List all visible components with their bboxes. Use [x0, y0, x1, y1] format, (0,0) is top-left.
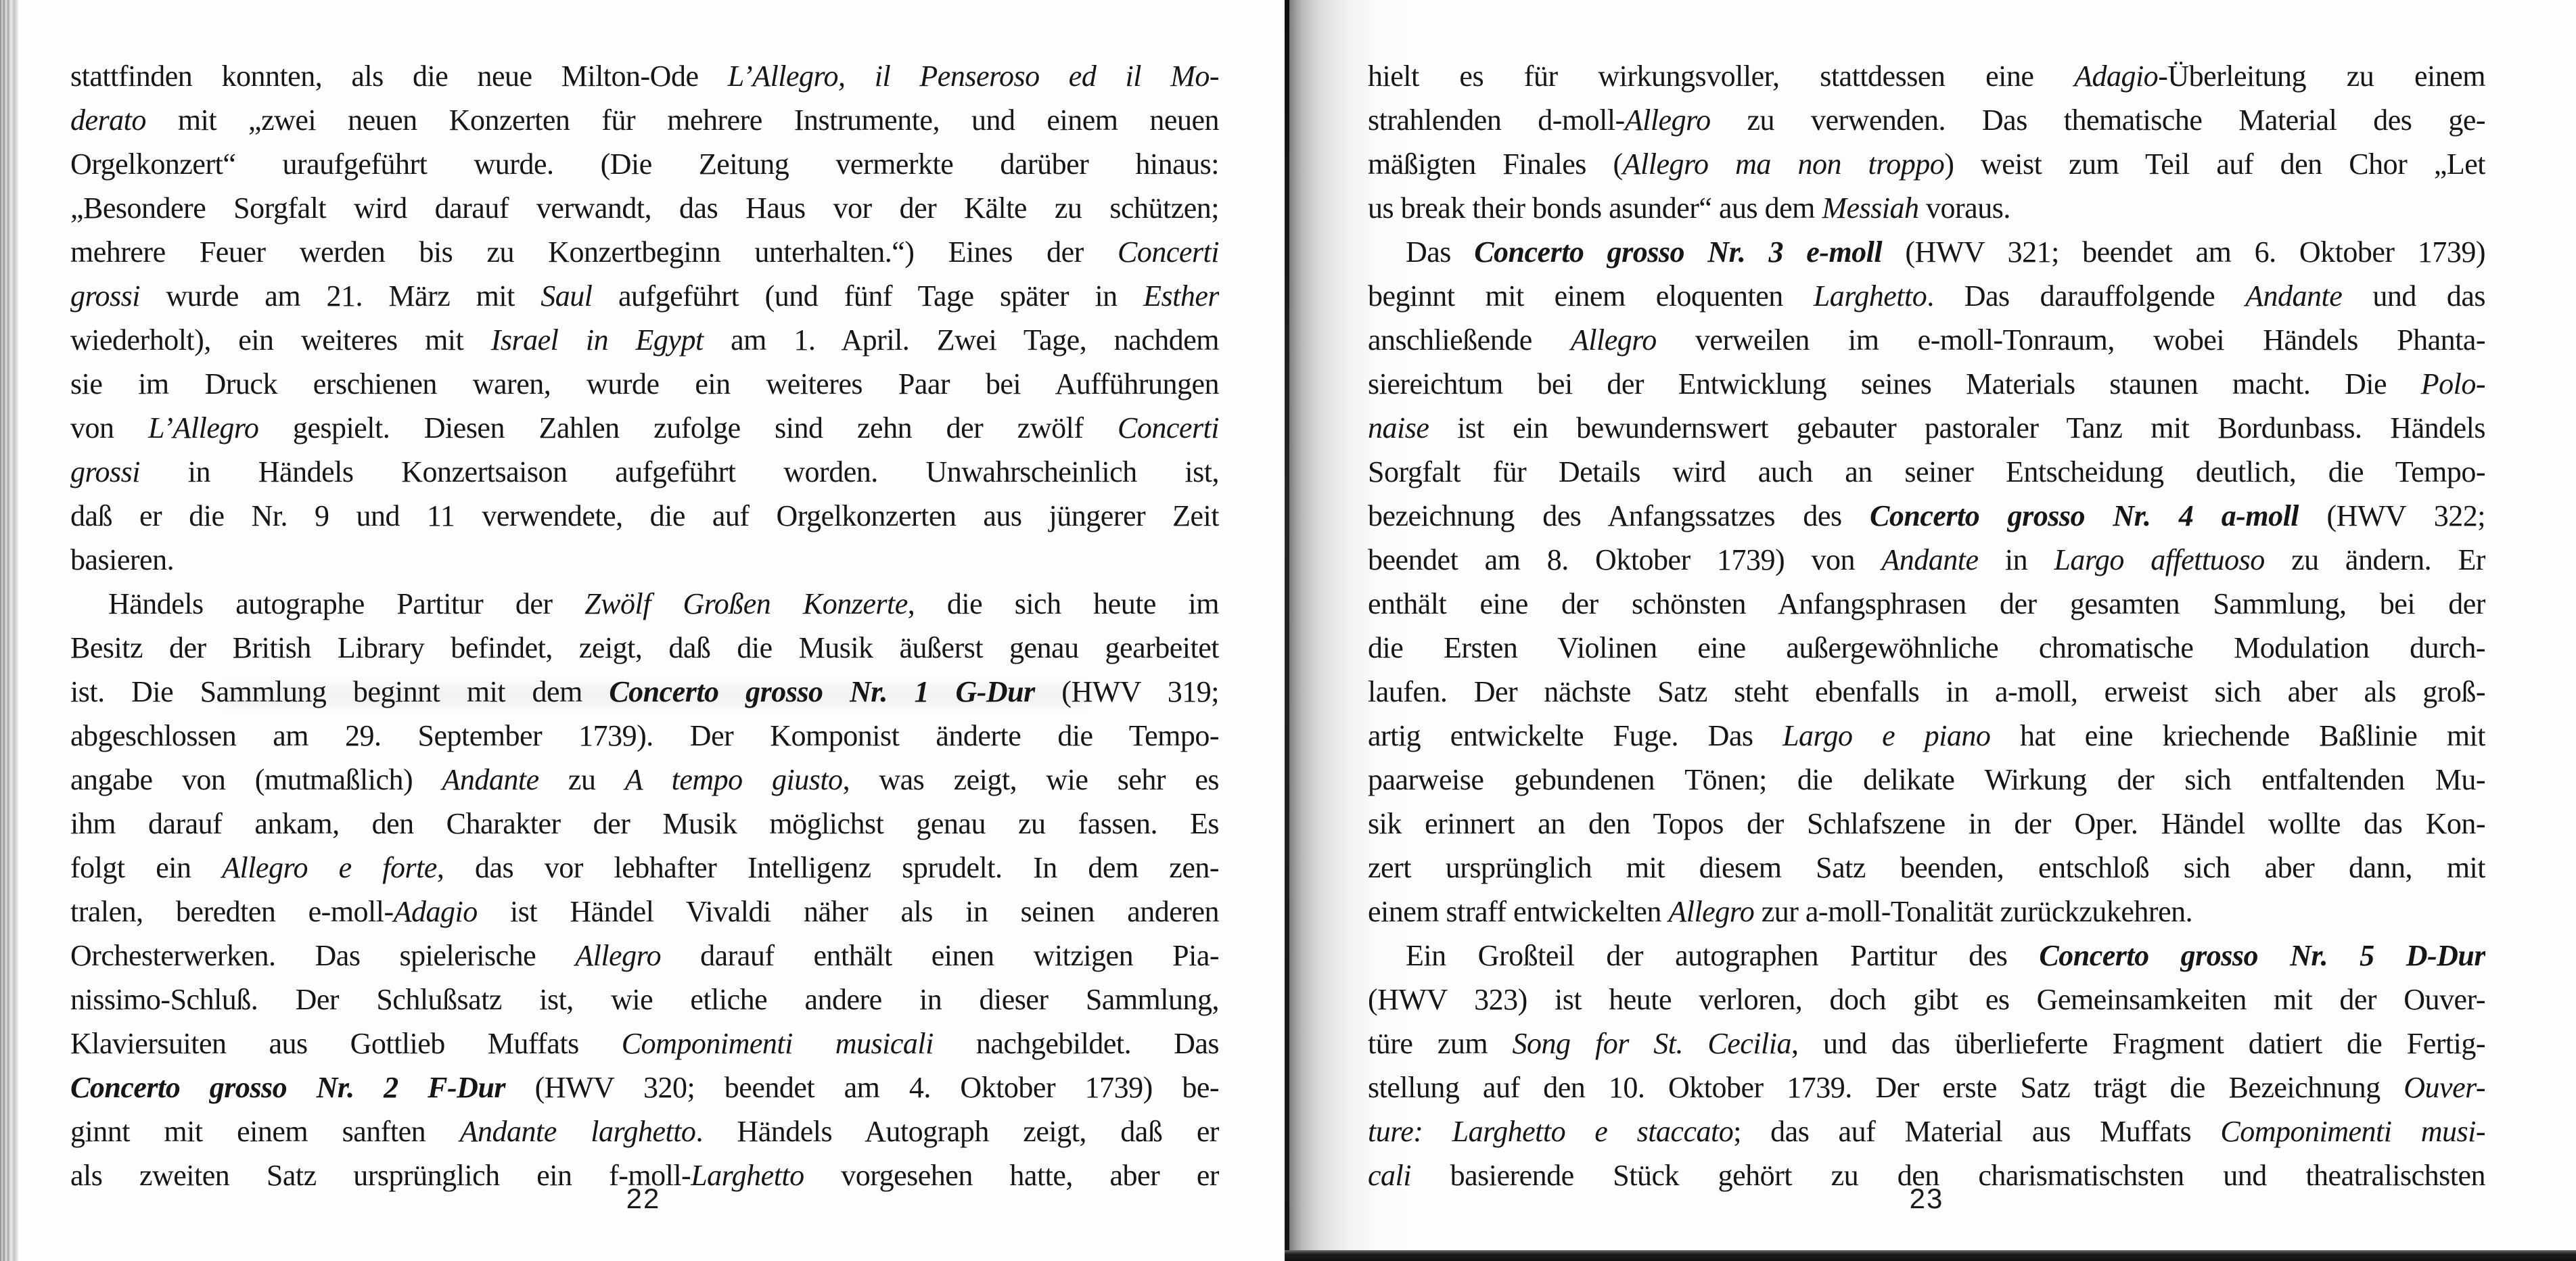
body-text: Besitz der British Library befindet, zeigt, daß die Musik äußerst genau gearbeitet [70, 631, 1219, 664]
body-text: abgeschlossen am 29. September 1739). Der Komponist änderte die Tempo- [70, 719, 1219, 752]
body-text: -Überleitung zu einem [2158, 60, 2485, 93]
body-text: mit „zwei neuen Konzerten für mehrere Instrumente, und einem neuen [145, 104, 1219, 137]
text-line [1368, 714, 2485, 758]
body-text: beendet am 8. Oktober 1739) von [1368, 543, 1882, 576]
body-text: nachgebildet. Das [933, 1027, 1219, 1060]
text-line [70, 494, 1219, 538]
music-term-italic: Ouver- [2404, 1071, 2485, 1104]
music-term-italic: Andante [2245, 279, 2343, 313]
body-text: wurde am 21. März mit [139, 279, 541, 313]
music-term-italic: derato [70, 104, 146, 137]
body-text: angabe von (mutmaßlich) [70, 763, 442, 796]
text-line [70, 978, 1219, 1022]
text-line [70, 274, 1219, 318]
body-text: ist Händel Vivaldi näher als in seinen anderen [477, 895, 1219, 928]
body-text: „Besondere Sorgfalt wird darauf verwandt, das Haus vor der Kälte zu schützen; [70, 191, 1219, 225]
body-text: aufgeführt (und fünf Tage später in [592, 279, 1144, 313]
text-line [70, 670, 1219, 714]
text-line [1368, 318, 2485, 362]
text-line [1368, 978, 2485, 1022]
music-term-italic: Allegro e forte [222, 851, 437, 884]
body-text: verweilen im e-moll-Tonraum, wobei Händels Phanta- [1656, 323, 2485, 357]
left-page-text [70, 54, 1219, 1197]
music-term-italic: Concerti [1118, 411, 1219, 444]
music-term-italic: ture: Larghetto e staccato [1368, 1115, 1734, 1148]
body-text: (HWV 321; beendet am 6. Oktober 1739) [1882, 235, 2485, 269]
text-line [70, 98, 1219, 142]
body-text: paarweise gebundenen Tönen; die delikate Wirkung der sich entfaltenden Mu- [1368, 763, 2485, 796]
body-text: mäßigten Finales ( [1368, 147, 1623, 181]
music-term-italic: Larghetto [691, 1159, 804, 1192]
text-line [1368, 846, 2485, 890]
text-line [70, 230, 1219, 274]
music-term-italic: Componimenti musicali [621, 1027, 934, 1060]
music-term-italic: Andante larghetto [459, 1115, 696, 1148]
text-line [70, 450, 1219, 494]
text-line [1368, 494, 2485, 538]
body-text: stellung auf den 10. Oktober 1739. Der erste Satz trägt die Bezeichnung [1368, 1071, 2404, 1104]
text-line [70, 186, 1219, 230]
music-term-italic: Messiah [1822, 191, 1919, 225]
body-text: , das vor lebhafter Intelligenz sprudelt. In dem zen- [436, 851, 1219, 884]
body-text: ) weist zum Teil auf den Chor „Let [1944, 147, 2485, 181]
music-term-italic: Largo affettuoso [2054, 543, 2265, 576]
gutter-fold-line [1285, 0, 1289, 1261]
body-text: , was zeigt, wie sehr es [842, 763, 1219, 796]
music-term-italic: L’Allegro [148, 411, 259, 444]
right-page-number: 23 [1909, 1183, 1944, 1214]
work-title-bold-italic: Concerto grosso Nr. 4 a-moll [1870, 499, 2299, 532]
text-line [70, 934, 1219, 978]
body-text: ist. Die Sammlung beginnt mit dem [70, 675, 610, 708]
text-line [70, 142, 1219, 186]
body-text: (HWV 322; [2299, 499, 2485, 532]
left-page-number: 22 [626, 1183, 661, 1214]
music-term-italic: Allegro [1570, 323, 1657, 357]
text-line [70, 1022, 1219, 1065]
body-text: voraus. [1918, 191, 2010, 225]
body-text: und das [2342, 279, 2485, 313]
text-line [1368, 142, 2485, 186]
text-line [1368, 538, 2485, 582]
body-text: mehrere Feuer werden bis zu Konzertbeginn unterhalten.“) Eines der [70, 235, 1118, 269]
body-text: strahlenden d-moll- [1368, 104, 1625, 137]
body-text: laufen. Der nächste Satz steht ebenfalls in a-moll, erweist sich aber als groß- [1368, 675, 2485, 708]
text-line [70, 54, 1219, 98]
music-term-italic: L’Allegro, il Penseroso ed il Mo- [727, 60, 1219, 93]
text-line [1368, 1022, 2485, 1065]
body-text: von [70, 411, 149, 444]
body-text: zu ändern. Er [2264, 543, 2485, 576]
body-text: . Das darauffolgende [1927, 279, 2246, 313]
body-text: ginnt mit einem sanften [70, 1115, 460, 1148]
body-text: us break their bonds asunder“ aus dem [1368, 191, 1822, 225]
work-title-bold-italic: Concerto grosso Nr. 1 G-Dur [609, 675, 1035, 708]
body-text: Das [1406, 235, 1475, 269]
body-text: (HWV 320; beendet am 4. Oktober 1739) be- [505, 1071, 1219, 1104]
left-page [0, 0, 1286, 1261]
body-text: darauf enthält einen witzigen Pia- [661, 939, 1219, 972]
body-text: Ein Großteil der autographen Partitur des [1406, 939, 2040, 972]
body-text: daß er die Nr. 9 und 11 verwendete, die auf Orgelkonzerten aus jüngerer Zeit [70, 499, 1219, 532]
body-text: die Ersten Violinen eine außergewöhnliche chromatische Modulation durch- [1368, 631, 2485, 664]
body-text: basierende Stück gehört zu den charismatischsten und theatralischsten [1410, 1159, 2485, 1192]
music-term-italic: A tempo giusto [624, 763, 843, 796]
body-text: tralen, beredten e-moll- [70, 895, 394, 928]
text-line [1368, 362, 2485, 406]
music-term-italic: Adagio [393, 895, 478, 928]
body-text: anschließende [1368, 323, 1571, 357]
music-term-italic: Israel in Egypt [490, 323, 704, 357]
body-text: in [1978, 543, 2054, 576]
body-text: am 1. April. Zwei Tage, nachdem [703, 323, 1219, 357]
music-term-italic: Andante [442, 763, 539, 796]
text-line [70, 362, 1219, 406]
music-term-italic: Larghetto [1813, 279, 1927, 313]
text-line [70, 846, 1219, 890]
body-text: zu verwenden. Das thematische Material des ge- [1710, 104, 2485, 137]
text-line [70, 318, 1219, 362]
text-line [1368, 626, 2485, 670]
body-text: sie im Druck erschienen waren, wurde ein weiteres Paar bei Aufführungen [70, 367, 1219, 400]
body-text: Orgelkonzert“ uraufgeführt wurde. (Die Zeitung vermerkte darüber hinaus: [70, 147, 1219, 181]
music-term-italic: Adagio [2074, 60, 2159, 93]
text-line [70, 1065, 1219, 1109]
music-term-italic: grossi [70, 279, 140, 313]
work-title-bold-italic: Concerto grosso Nr. 3 e-moll [1474, 235, 1883, 269]
body-text: Klaviersuiten aus Gottlieb Muffats [70, 1027, 622, 1060]
body-text: folgt ein [70, 851, 223, 884]
music-term-italic: Allegro [575, 939, 662, 972]
text-line [1368, 934, 2485, 978]
music-term-italic: Esther [1143, 279, 1219, 313]
right-page [1289, 0, 2576, 1261]
body-text: enthält eine der schönsten Anfangsphrasen der gesamten Sammlung, bei der [1368, 587, 2485, 620]
body-text: ist ein bewundernswert gebauter pastoraler Tanz mit Bordunbass. Händels [1429, 411, 2485, 444]
left-scan-edge-stripes [0, 0, 18, 1261]
body-text: hielt es für wirkungsvoller, stattdessen eine [1368, 60, 2075, 93]
body-text: hat eine kriechende Baßlinie mit [1990, 719, 2485, 752]
body-text: stattfinden konnten, als die neue Milton-Ode [70, 60, 728, 93]
body-text: sik erinnert an den Topos der Schlafszene in der Oper. Händel wollte das Kon- [1368, 807, 2485, 840]
music-term-italic: Allegro [1624, 104, 1711, 137]
body-text: in Händels Konzertsaison aufgeführt worden. Unwahrscheinlich ist, [139, 455, 1219, 488]
music-term-italic: naise [1368, 411, 1429, 444]
body-text: Sorgfalt für Details wird auch an seiner Entscheidung deutlich, die Tempo- [1368, 455, 2485, 488]
text-line [1368, 1065, 2485, 1109]
body-text: zert ursprünglich mit diesem Satz beenden, entschloß sich aber dann, mit [1368, 851, 2485, 884]
music-term-italic: Allegro ma non troppo [1622, 147, 1945, 181]
music-term-italic: Zwölf Großen Konzerte [584, 587, 908, 620]
text-line [70, 802, 1219, 846]
text-line [1368, 1109, 2485, 1153]
music-term-italic: cali [1368, 1159, 1411, 1192]
text-line [1368, 450, 2485, 494]
body-text: , und das überlieferte Fragment datiert die Fertig- [1791, 1027, 2485, 1060]
text-line [70, 406, 1219, 450]
text-line [70, 714, 1219, 758]
music-term-italic: Saul [540, 279, 593, 313]
text-line [1368, 758, 2485, 802]
body-text: artig entwickelte Fuge. Das [1368, 719, 1783, 752]
body-text: basieren. [70, 543, 175, 576]
body-text: beginnt mit einem eloquenten [1368, 279, 1814, 313]
body-text: Händels autographe Partitur der [108, 587, 585, 620]
body-text: ; das auf Material aus Muffats [1733, 1115, 2221, 1148]
text-line [1368, 274, 2485, 318]
text-line [1368, 54, 2485, 98]
body-text: , die sich heute im [907, 587, 1219, 620]
music-term-italic: Largo e piano [1782, 719, 1991, 752]
body-text: (HWV 319; [1034, 675, 1219, 708]
music-term-italic: grossi [70, 455, 140, 488]
text-line [70, 582, 1219, 626]
music-term-italic: Song for St. Cecilia [1512, 1027, 1792, 1060]
right-page-text [1368, 54, 2485, 1197]
body-text: Orchesterwerken. Das spielerische [70, 939, 576, 972]
body-text: siereichtum bei der Entwicklung seines Materials staunen macht. Die [1368, 367, 2421, 400]
work-title-bold-italic: Concerto grosso Nr. 5 D-Dur [2039, 939, 2485, 972]
music-term-italic: Andante [1881, 543, 1979, 576]
work-title-bold-italic: Concerto grosso Nr. 2 F-Dur [70, 1071, 506, 1104]
text-line [1368, 802, 2485, 846]
body-text: vorgesehen hatte, aber er [804, 1159, 1219, 1192]
text-line [70, 890, 1219, 934]
body-text: zur a-moll-Tonalität zurückzukehren. [1754, 895, 2193, 928]
text-line [70, 1109, 1219, 1153]
body-text: bezeichnung des Anfangssatzes des [1368, 499, 1870, 532]
body-text: gespielt. Diesen Zahlen zufolge sind zehn der zwölf [258, 411, 1118, 444]
music-term-italic: Allegro [1668, 895, 1755, 928]
body-text: (HWV 323) ist heute verloren, doch gibt es Gemeinsamkeiten mit der Ouver- [1368, 983, 2485, 1016]
text-line [70, 538, 1219, 582]
body-text: wiederholt), ein weiteres mit [70, 323, 491, 357]
text-line [1368, 230, 2485, 274]
text-line [1368, 98, 2485, 142]
text-line [1368, 186, 2485, 230]
body-text: als zweiten Satz ursprünglich ein f-moll- [70, 1159, 691, 1192]
text-line [1368, 406, 2485, 450]
text-line [1368, 670, 2485, 714]
text-line [70, 758, 1219, 802]
bottom-scan-bar [1285, 1250, 2576, 1261]
body-text: nissimo-Schluß. Der Schlußsatz ist, wie etliche andere in dieser Sammlung, [70, 983, 1219, 1016]
text-line [1368, 890, 2485, 934]
body-text: ihm darauf ankam, den Charakter der Musik möglichst genau zu fassen. Es [70, 807, 1219, 840]
music-term-italic: Concerti [1118, 235, 1219, 269]
music-term-italic: Componimenti musi- [2220, 1115, 2485, 1148]
text-line [1368, 582, 2485, 626]
body-text: türe zum [1368, 1027, 1513, 1060]
music-term-italic: Polo- [2420, 367, 2485, 400]
text-line [70, 626, 1219, 670]
body-text: einem straff entwickelten [1368, 895, 1669, 928]
body-text: zu [538, 763, 625, 796]
body-text: . Händels Autograph zeigt, daß er [695, 1115, 1219, 1148]
